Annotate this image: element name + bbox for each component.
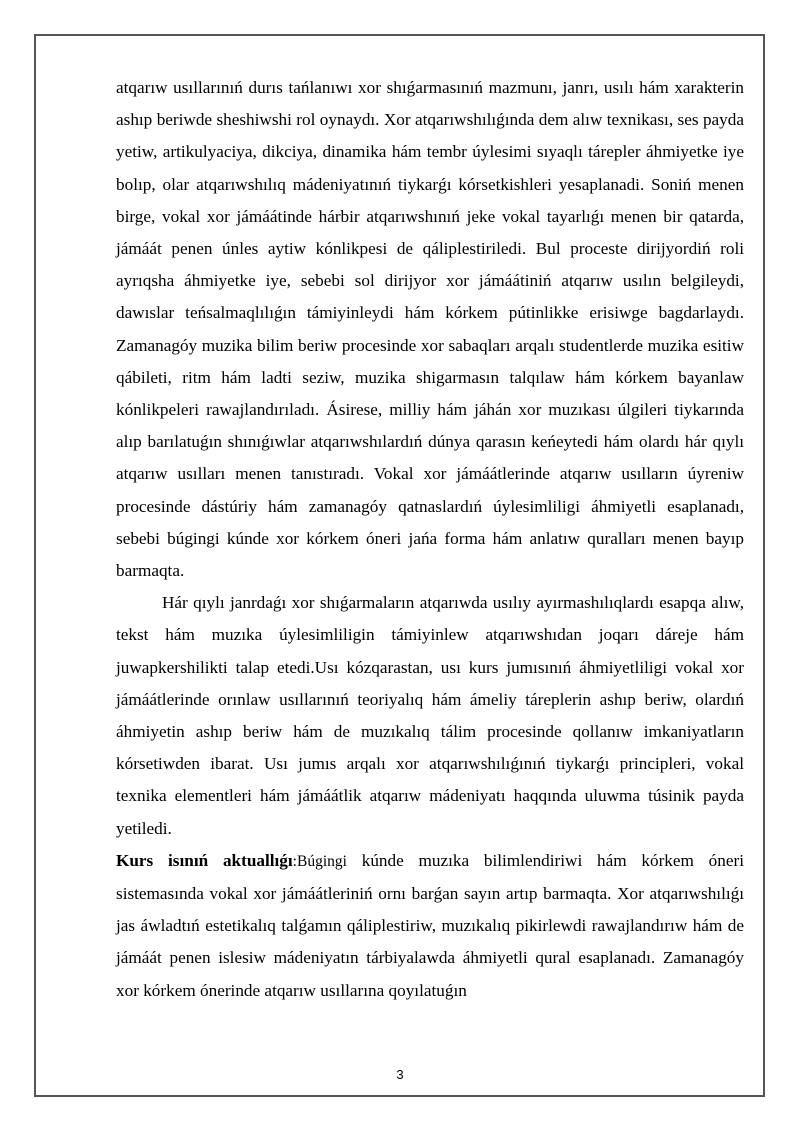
relevance-paragraph xyxy=(116,845,744,1007)
section-heading-inline: Kurs isınıń aktuallıǵı xyxy=(116,850,293,870)
document-body xyxy=(116,72,744,1007)
body-paragraph-2: Hár qıylı janrdaǵı xor shıǵarmaların atqarıwda usılıy ayırmashılıqlardı esapqa alıw, tekst hám muzıka úylesimliligin támiyinlew atqarıwshıdan joqarı dáreje hám juwapkershilikti talap etedi.Usı kózqarastan, usı kurs jumısınıń áhmiyetliligi vokal xor jámáátlerinde orınlaw usıllarınıń teoriyalıq hám ámeliy táreplerin ashıp beriw, olardıń áhmiyetin ashıp beriw hám de muzıkalıq tálim procesinde qollanıw imkaniyatların kórsetiwden ibarat. Usı jumıs arqalı xor atqarıwshılıǵınıń tiykarǵı principleri, vokal texnika elementleri hám jámáátlik atqarıw mádeniyatı haqqında uluwma túsinik payda yetiledi. xyxy=(116,593,744,838)
relevance-paragraph-text: kúnde muzıka bilimlendiriwi hám kórkem óneri sistemasında vokal xor jámáátleriniń ornı barǵan sayın artıp barmaqta. Xor atqarıwshılıǵı jas áwladtıń estetikalıq talǵamın qáliplestiriw, muzıkalıq pikirlewdi rawajlandırıw hám de jámáát penen islesiw mádeniyatın tárbiyalawda áhmiyetli qural esaplanadı. Zamanagóy xor kórkem ónerinde atqarıw usıllarına qoyılatuǵın xyxy=(116,850,744,1000)
paragraph-lead-word: :Búgingi xyxy=(292,852,347,870)
body-paragraph-1: atqarıw usıllarınıń durıs tańlanıwı xor shıǵarmasınıń mazmunı, janrı, usılı hám xarakterin ashıp beriwde sheshiwshi rol oynaydı. Xor atqarıwshılıǵında dem alıw texnikası, ses payda yetiw, artikulyaciya, dikciya, dinamika hám tembr úylesimi sıyaqlı tárepler áhmiyetke iye bolıp, olar atqarıwshılıq mádeniyatınıń tiykarǵı kórsetkishleri yesaplanadi. Soniń menen birge, vokal xor jámáátinde hárbir atqarıwshınıń jeke vokal tayarlıǵı menen bir qatarda, jámáát penen únles aytiw kónlikpesi de qáliplestiriledi. Bul proceste dirijyordiń roli ayrıqsha áhmiyetke iye, sebebi sol dirijyor xor jámáátiniń atqarıw usılın belgileydi, dawıslar teńsalmaqlılıǵın támiyinleydi hám kórkem pútinlikke erisiwge bagdarlaydı. Zamanagóy muzika bilim beriw procesinde xor sabaqları arqalı studentlerde muzika esitiw qábileti, ritm hám ladti seziw, muzika shigarmasın talqılaw hám kórkem bayanlaw kónlikpeleri rawajlandırıladı. Ásirese, milliy hám jáhán xor muzıkası úlgileri tiykarında alıp barılatuǵın shınıǵıwlar atqarıwshılardıń dúnya qarasın keńeytedi hám olardı hár qıylı atqarıw usılları menen tanıstıradı. Vokal xor jámáátlerinde atqarıw usılların úyreniw procesinde dástúriy hám zamanagóy qatnaslardıń úylesimliligi áhmiyetli esaplanadı, sebebi búgingi kúnde xor kórkem óneri jańa forma hám anlatıw quralları menen bayıp barmaqta. xyxy=(116,78,744,581)
page-number: 3 xyxy=(396,1067,404,1082)
